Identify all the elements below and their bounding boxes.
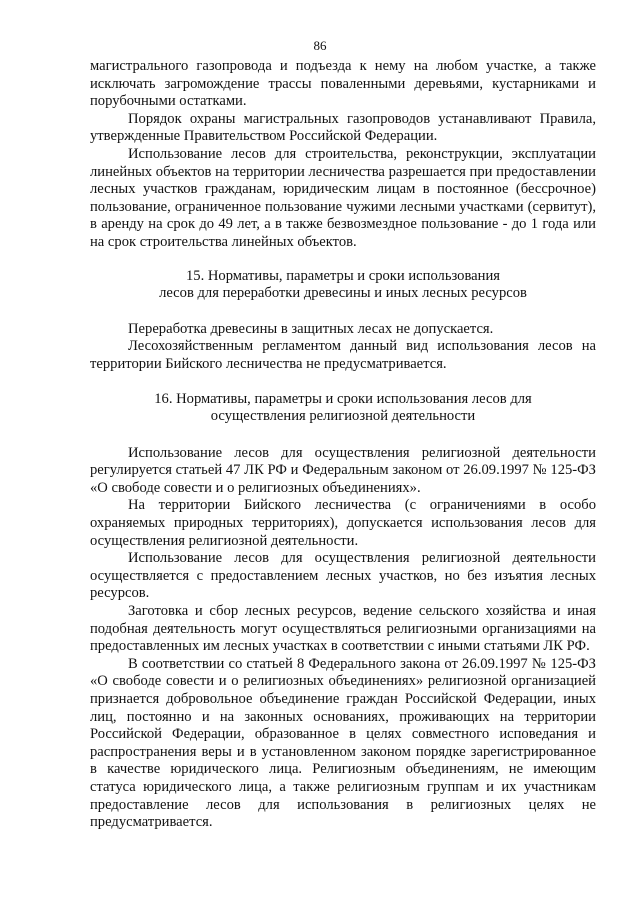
paragraph: Использование лесов для строительства, реконструкции, эксплуатации линейных объектов на территории лесничества разрешается при предоставлении лесных участков гражданам, юридическим лицам в постоянное (бессрочное) пользование, ограниченное пользование чужими лесными участками (сервитут), в аренду на срок до 49 лет, а в также безвозмездное пользование - до 1 года или на срок строительства линейных объектов. (90, 145, 596, 250)
section-15-heading-line: лесов для переработки древесины и иных лесных ресурсов (159, 285, 527, 302)
page-number: 86 (313, 38, 327, 53)
paragraph: На территории Бийского лесничества (с ограничениями в особо охраняемых природных территориях), допускается использования лесов для осуществления религиозной деятельности. (90, 497, 596, 549)
paragraph: Переработка древесины в защитных лесах не допускается. (128, 320, 494, 337)
section-16-heading-line: осуществления религиозной деятельности (210, 408, 476, 425)
section-16-heading-line: 16. Нормативы, параметры и сроки использования лесов для (154, 390, 532, 407)
paragraph: Использование лесов для осуществления религиозной деятельности регулируется статьей 47 ЛК РФ и Федеральным законом от 26.09.1997 № 125-ФЗ «О свободе совести и о религиозных объединениях». (90, 444, 596, 496)
paragraph: Порядок охраны магистральных газопроводов устанавливают Правила, утвержденные Правительством Российской Федерации. (90, 110, 596, 145)
paragraph: В соответствии со статьей 8 Федерального закона от 26.09.1997 № 125-ФЗ «О свободе совести и о религиозных объединениях» религиозной организацией признается добровольное объединение граждан Российской Федерации, иных лиц, постоянно и на законных основаниях, проживающих на территории Российской Федерации, образованное в целях совместного исповедания и распространения веры и в установленном законом порядке зарегистрированное в качестве юридического лица. Религиозным объединениям, не имеющим статуса юридического лица, а также религиозным группам и их участникам предоставление лесов для использования в религиозных целях не предусматривается. (90, 655, 596, 831)
section-15-heading (90, 268, 596, 303)
document-body (90, 58, 596, 832)
paragraph: магистрального газопровода и подъезда к нему на любом участке, а также исключать загромождение трассы поваленными деревьями, кустарниками и порубочными остатками. (90, 58, 596, 110)
paragraph: Лесохозяйственным регламентом данный вид использования лесов на территории Бийского лесничества не предусматривается. (90, 338, 596, 372)
paragraph: Использование лесов для осуществления религиозной деятельности осуществляется с предоставлением лесных участков, но без изъятия лесных ресурсов. (90, 550, 596, 602)
paragraph: Заготовка и сбор лесных ресурсов, ведение сельского хозяйства и иная подобная деятельность могут осуществляться религиозными организациями на предоставленных им лесных участках в соответствии с иными статьями ЛК РФ. (90, 603, 596, 655)
section-16-heading (90, 391, 596, 426)
section-15-heading-line: 15. Нормативы, параметры и сроки использования (185, 267, 500, 284)
